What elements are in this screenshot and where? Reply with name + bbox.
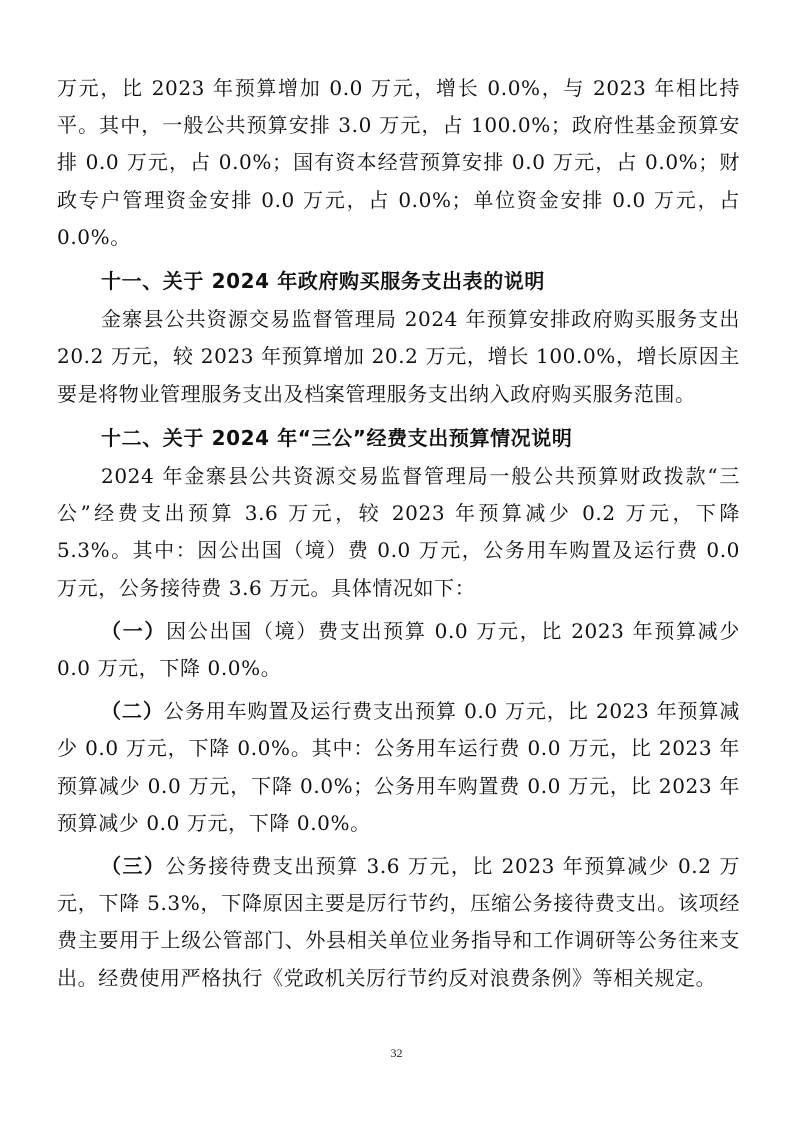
paragraph-section-11: 金寨县公共资源交易监督管理局 2024 年预算安排政府购买服务支出 20.2 万元，较 2023 年预算增加 20.2 万元，增长 100.0%，增长原因主要是将物业管理服务支出及档案管理服务支出纳入政府购买服务范围。 xyxy=(57,307,740,406)
subsection-2 xyxy=(57,693,740,842)
document-body xyxy=(57,70,740,997)
subsection-1-text: 因公出国（境）费支出预算 0.0 万元，比 2023 年预算减少 0.0 万元，下降 0.0%。 xyxy=(57,618,740,681)
section-heading-11: 十一、关于 2024 年政府购买服务支出表的说明 xyxy=(101,269,545,294)
subsection-1-label: （一） xyxy=(101,618,167,643)
paragraph-continued: 万元，比 2023 年预算增加 0.0 万元，增长 0.0%，与 2023 年相比持平。其中，一般公共预算安排 3.0 万元，占 100.0%；政府性基金预算安排 0.0 万元，占 0.0%；国有资本经营预算安排 0.0 万元，占 0.0%；财政专户管理资金安排 0.0 万元，占 0.0%；单位资金安排 0.0 万元，占 0.0%。 xyxy=(57,76,740,249)
page-number: 32 xyxy=(390,1046,403,1060)
section-heading-12: 十二、关于 2024 年“三公”经费支出预算情况说明 xyxy=(101,425,573,450)
subsection-1 xyxy=(57,613,740,687)
subsection-3-text: 公务接待费支出预算 3.6 万元，比 2023 年预算减少 0.2 万元，下降 5.3%，下降原因主要是厉行节约，压缩公务接待费支出。该项经费主要用于上级公管部门、外县相关单位业务指导和工作调研等公务往来支出。经费使用严格执行《党政机关厉行节约反对浪费条例》等相关规定。 xyxy=(57,854,740,990)
subsection-3 xyxy=(57,848,740,997)
paragraph-section-12: 2024 年金寨县公共资源交易监督管理局一般公共预算财政拨款“三公”经费支出预算 3.6 万元，较 2023 年预算减少 0.2 万元，下降 5.3%。其中：因公出国（境）费 0.0 万元，公务用车购置及运行费 0.0 万元，公务接待费 3.6 万元。具体情况如下： xyxy=(57,464,740,600)
subsection-2-label: （二） xyxy=(101,699,164,724)
subsection-3-label: （三） xyxy=(101,854,166,879)
subsection-2-text: 公务用车购置及运行费支出预算 0.0 万元，比 2023 年预算减少 0.0 万元，下降 0.0%。其中：公务用车运行费 0.0 万元，比 2023 年预算减少 0.0 万元，下降 0.0%；公务用车购置费 0.0 万元，比 2023 年预算减少 0.0 万元，下降 0.0%。 xyxy=(57,699,740,835)
